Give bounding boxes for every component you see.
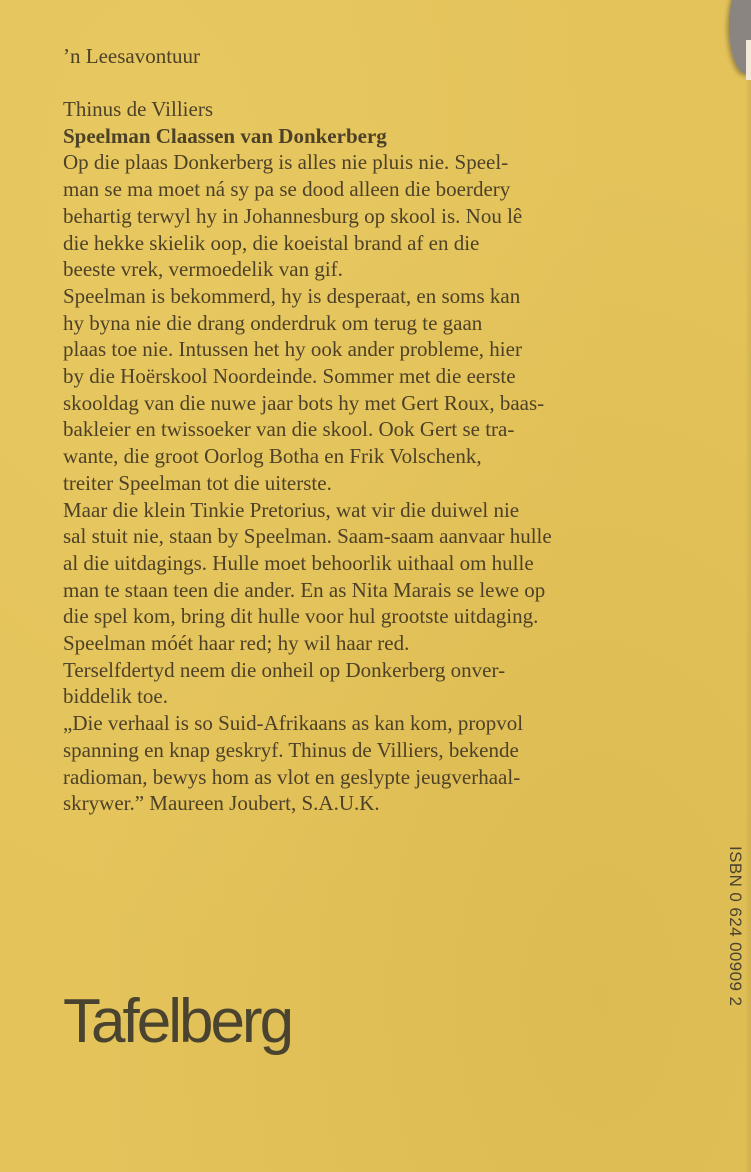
book-title: Speelman Claassen van Donkerberg [63, 123, 387, 148]
review-quote-line: „Die verhaal is so Suid-Afrikaans as kan kom, propvol [63, 711, 524, 736]
blurb-line: bakleier en twissoeker van die skool. Ook Gert se tra- [63, 417, 515, 442]
blurb-line: sal stuit nie, staan by Speelman. Saam-saam aanvaar hulle [63, 524, 552, 549]
blurb-line: Op die plaas Donkerberg is alles nie pluis nie. Speel- [63, 150, 509, 175]
blurb-line: Maar die klein Tinkie Pretorius, wat vir die duiwel nie [63, 497, 520, 522]
blurb-line: al die uitdagings. Hulle moet behoorlik uithaal om hulle [63, 550, 534, 575]
author-name: Thinus de Villiers [63, 97, 214, 121]
series-label: ’n Leesavontuur [63, 44, 201, 68]
review-quote-line: spanning en knap geskryf. Thinus de Villiers, bekende [63, 737, 519, 762]
corner-page-edge [746, 40, 751, 80]
review-quote-line: skrywer.” Maureen Joubert, S.A.U.K. [63, 791, 380, 816]
blurb-line: behartig terwyl hy in Johannesburg op skool is. Nou lê [63, 203, 523, 228]
blurb-line: Terselfdertyd neem die onheil op Donkerberg onver- [63, 657, 506, 682]
blurb-line: man se ma moet ná sy pa se dood alleen die boerdery [63, 177, 511, 202]
blurb-line: wante, die groot Oorlog Botha en Frik Volschenk, [63, 444, 482, 469]
cover-edge [745, 0, 751, 1172]
review-quote-line: radioman, bewys hom as vlot en geslypte jeugverhaal- [63, 764, 521, 789]
blurb-line: biddelik toe. [63, 684, 168, 709]
blurb-line: man te staan teen die ander. En as Nita Marais se lewe op [63, 577, 546, 602]
blurb-line: beeste vrek, vermoedelik van gif. [63, 257, 343, 282]
blurb-line: Speelman móét haar red; hy wil haar red. [63, 631, 410, 656]
blurb-line: skooldag van die nuwe jaar bots hy met Gert Roux, baas- [63, 390, 545, 415]
blurb-line: by die Hoërskool Noordeinde. Sommer met die eerste [63, 364, 516, 389]
publisher-logo: Tafelberg [63, 987, 292, 1056]
blurb-line: plaas toe nie. Intussen het hy ook ander probleme, hier [63, 337, 522, 362]
isbn-number: ISBN 0 624 00909 2 [726, 846, 745, 1007]
blurb [63, 96, 703, 817]
blurb-line: die spel kom, bring dit hulle voor hul grootste uitdaging. [63, 604, 539, 629]
blurb-line: hy byna nie die drang onderdruk om terug te gaan [63, 310, 483, 335]
blurb-line: die hekke skielik oop, die koeistal brand af en die [63, 230, 480, 255]
blurb-line: treiter Speelman tot die uiterste. [63, 470, 332, 495]
blurb-line: Speelman is bekommerd, hy is desperaat, en soms kan [63, 283, 521, 308]
